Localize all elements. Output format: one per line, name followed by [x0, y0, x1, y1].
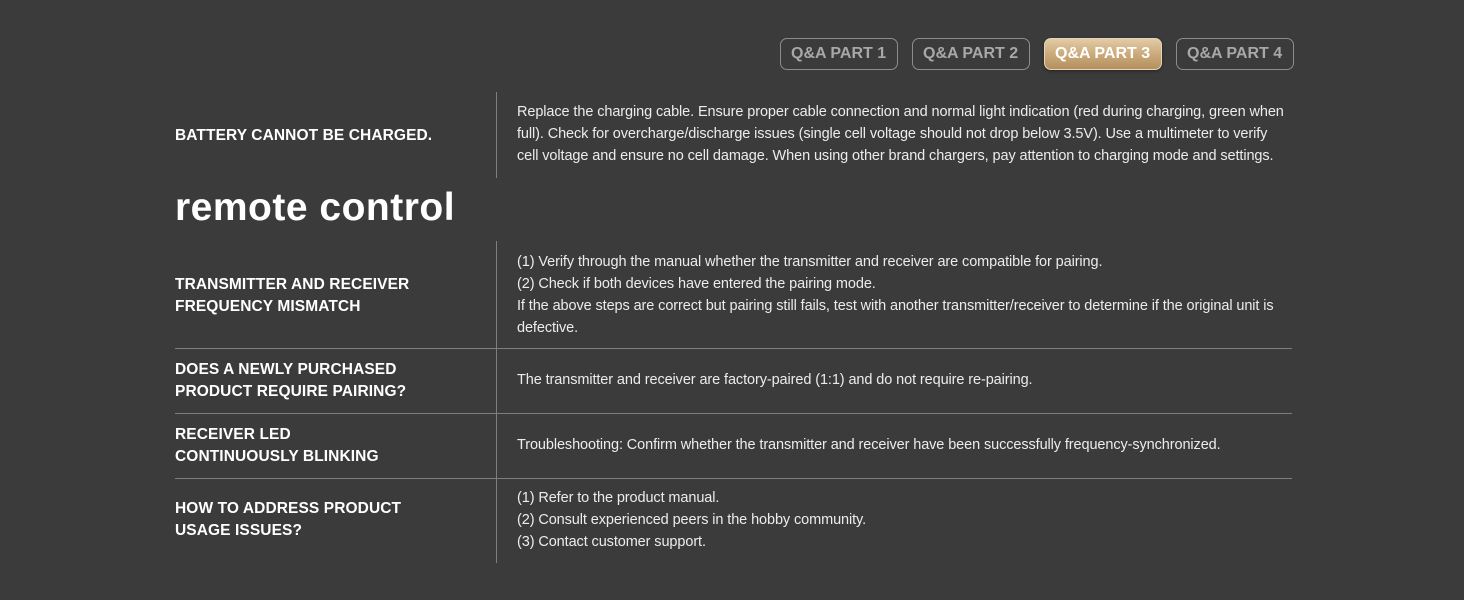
faq-question [175, 274, 475, 318]
faq-answer [517, 101, 1292, 167]
faq-question [175, 359, 475, 403]
faq-row-usage-issues [175, 479, 1292, 563]
faq-row-battery [175, 92, 1292, 178]
question-line: RECEIVER LED [175, 426, 291, 443]
tab-qa-part-4[interactable]: Q&A PART 4 [1176, 38, 1294, 70]
question-line: HOW TO ADDRESS PRODUCT [175, 500, 402, 517]
column-divider [496, 92, 497, 178]
answer-line: (2) Consult experienced peers in the hobby community. [517, 512, 867, 528]
faq-answer [517, 434, 1292, 456]
answer-line: (1) Refer to the product manual. [517, 490, 720, 506]
faq-answer [517, 487, 1292, 553]
answer-line: The transmitter and receiver are factory-paired (1:1) and do not require re-pairing. [517, 372, 1033, 388]
tab-qa-part-1[interactable]: Q&A PART 1 [780, 38, 898, 70]
question-line: USAGE ISSUES? [175, 522, 303, 539]
faq-row-receiver-led [175, 414, 1292, 478]
faq-question: BATTERY CANNOT BE CHARGED. [175, 127, 433, 144]
question-line: FREQUENCY MISMATCH [175, 298, 361, 315]
answer-text: Replace the charging cable. Ensure proper cable connection and normal light indication (red during charging, green when full). Check for overcharge/discharge issues (single cell voltage should not drop below 3.5V). Use a multimeter to verify cell voltage and ensure no cell damage. When using other brand chargers, pay attention to charging mode and settings. [517, 104, 1284, 164]
question-line: DOES A NEWLY PURCHASED [175, 361, 397, 378]
column-divider [496, 349, 497, 413]
column-divider [496, 479, 497, 563]
faq-row-frequency-mismatch [175, 241, 1292, 348]
faq-row-new-product-pairing [175, 349, 1292, 413]
answer-line: (3) Contact customer support. [517, 534, 706, 550]
column-divider [496, 241, 497, 348]
answer-line: If the above steps are correct but pairing still fails, test with another transmitter/receiver to determine if the original unit is defective. [517, 298, 1274, 336]
section-title: remote control [175, 186, 456, 229]
tab-qa-part-2[interactable]: Q&A PART 2 [912, 38, 1030, 70]
answer-line: Troubleshooting: Confirm whether the transmitter and receiver have been successfully frequency-synchronized. [517, 437, 1221, 453]
question-line: PRODUCT REQUIRE PAIRING? [175, 383, 407, 400]
question-line: CONTINUOUSLY BLINKING [175, 448, 379, 465]
answer-line: (1) Verify through the manual whether the transmitter and receiver are compatible for pairing. [517, 254, 1103, 270]
answer-line: (2) Check if both devices have entered the pairing mode. [517, 276, 876, 292]
faq-answer [517, 251, 1292, 339]
faq-question [175, 424, 475, 468]
faq-answer [517, 369, 1292, 391]
qa-tabs [780, 38, 1294, 70]
question-line: TRANSMITTER AND RECEIVER [175, 276, 410, 293]
column-divider [496, 414, 497, 478]
faq-question [175, 498, 475, 542]
tab-qa-part-3[interactable]: Q&A PART 3 [1044, 38, 1162, 70]
